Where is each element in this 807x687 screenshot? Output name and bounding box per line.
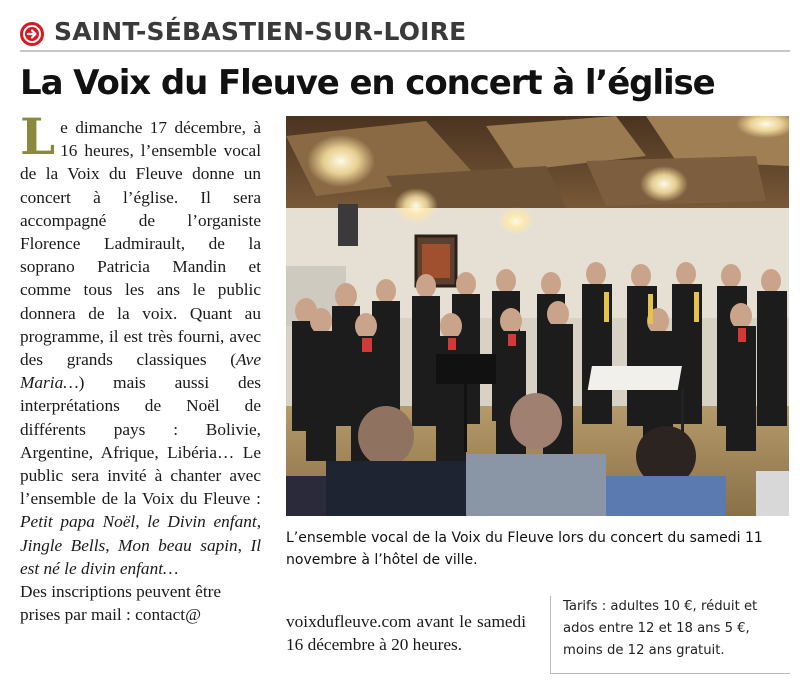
header-divider	[20, 50, 790, 52]
concert-photo	[286, 116, 789, 516]
article-headline: La Voix du Fleuve en concert à l’église	[20, 63, 715, 103]
article-body-column-2	[286, 610, 526, 656]
article-body-column-1	[20, 107, 262, 626]
photo-caption: L’ensemble vocal de la Voix du Fleuve lors du concert du samedi 11 novembre à l’hôtel de ville.	[286, 530, 763, 568]
section-kicker: SAINT-SÉBASTIEN-SUR-LOIRE	[54, 17, 467, 46]
drop-cap: L	[20, 107, 56, 166]
body-paragraph-2: Des inscriptions peuvent être prises par mail : contact@	[20, 582, 222, 625]
body-paragraph-1: Le dimanche 17 décembre, à 16 heures, l’ensemble vocal de la Voix du Fleuve donne un concert à l’église. Il sera accompagné de l’organiste Florence Ladmirault, de la soprano Patricia Mandin et comme tous les ans le public donnera de la voix. Quant au programme, il est très fourni, avec des grands classiques (Ave Maria…) mais aussi des interprétations de Noël de différents pays : Bolivie, Argentine, Afrique, Libéria… Le public sera invité à chanter avec l’ensemble de la Voix du Fleuve : Petit papa Noël, le Divin enfant, Jingle Bells, Mon beau sapin, Il est né le divin enfant…	[20, 107, 262, 578]
body-paragraph-2-continued: voixdufleuve.com avant le samedi 16 décembre à 20 heures.	[286, 612, 526, 655]
tarifs-box: Tarifs : adultes 10 €, réduit et ados entre 12 et 18 ans 5 €, moins de 12 ans gratuit.	[550, 596, 790, 674]
arrow-right-icon	[20, 22, 44, 46]
